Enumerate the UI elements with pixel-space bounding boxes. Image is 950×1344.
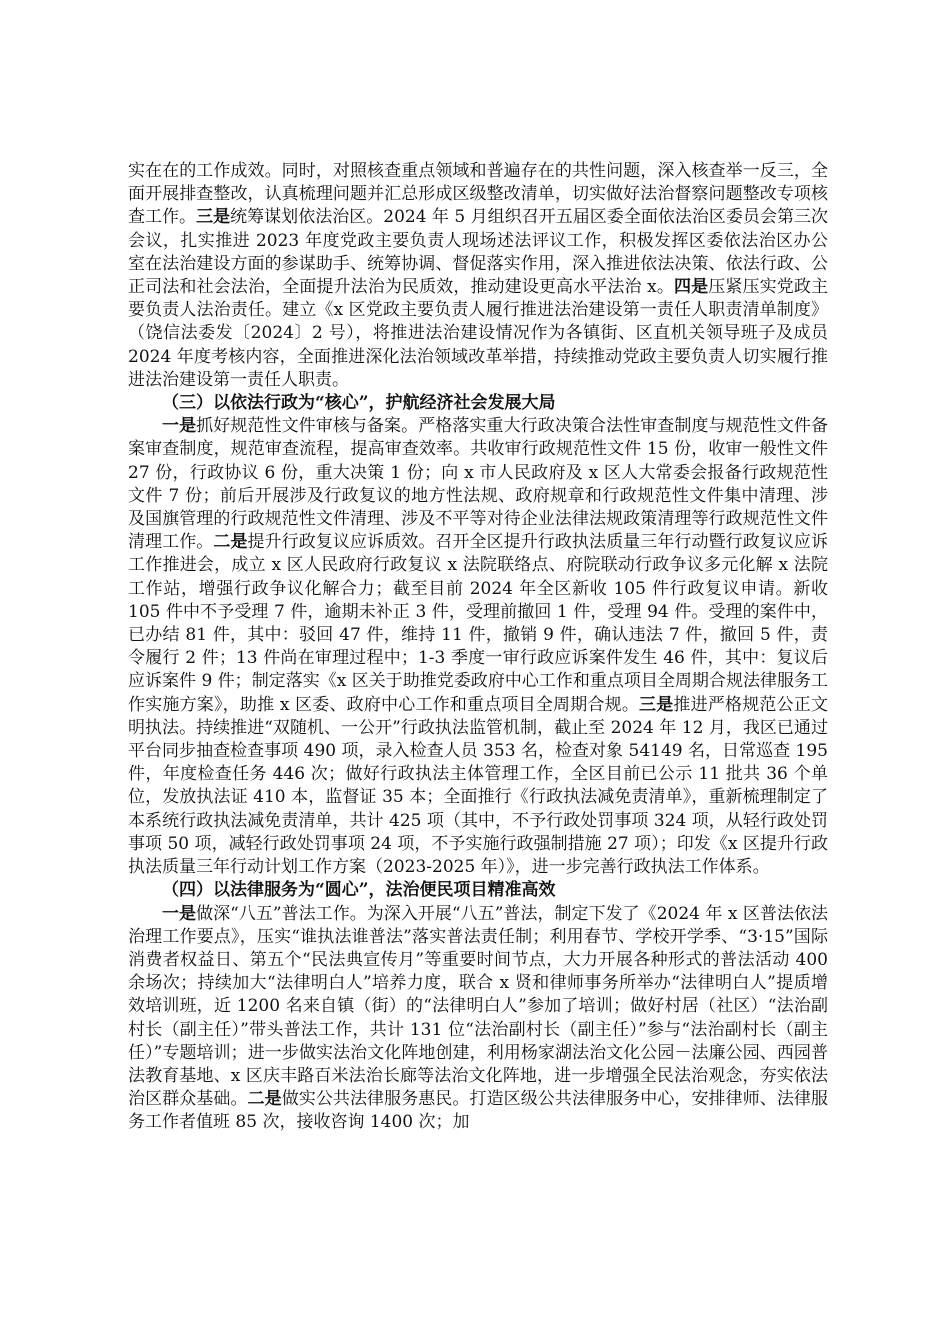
body-paragraph bbox=[128, 415, 828, 879]
emphasis-text: 四是 bbox=[674, 277, 709, 298]
paragraph-text: 推进严格规范公正文明执法。持续推进“双随机、一公开”行政执法监管机制，截止至 2024 年 12 月，我区已通过平台同步抽查检查事项 490 项，录入检查人员 353 名，检查对象 54149 名，日常巡查 195 件，年度检查任务 446 次；做好行政执法主体管理工作，全区目前已公示 11 批共 36 个单位，发放执法证 410 本，监督证 35 本；全面推行《行政执法减免责清单》，重新梳理制定了本系统行政执法减免责清单，共计 425 项（其中，不予行政处罚事项 324 项，从轻行政处罚事项 50 项，减轻行政处罚事项 24 项，不予实施行政强制措施 27 项）；印发《x 区提升行政执法质量三年行动计划工作方案（2023-2025 年）》，进一步完善行政执法工作体系。 bbox=[128, 694, 829, 878]
emphasis-text: 二是 bbox=[213, 532, 248, 553]
emphasis-text: （三）以依法行政为“核心”，护航经济社会发展大局 bbox=[162, 393, 556, 414]
emphasis-text: （四）以法律服务为“圆心”，法治便民项目精准高效 bbox=[162, 880, 556, 901]
emphasis-text: 一是 bbox=[162, 903, 197, 924]
body-paragraph bbox=[128, 903, 828, 1135]
paragraph-text: 做深“八五”普法工作。为深入开展“八五”普法，制定下发了《2024 年 x 区普法依法治理工作要点》，压实“谁执法谁普法”落实普法责任制；利用春节、学校开学季、“3·15”国际消费者权益日、第五个“民法典宣传月”等重要时间节点，大力开展各种形式的普法活动 400 余场次；持续加大“法律明白人”培养力度，联合 x 贤和律师事务所举办“法律明白人”提质增效培训班，近 1200 名来自镇（街）的“法律明白人”参加了培训；做好村居（社区）“法治副村长（副主任）”带头普法工作，共计 131 位“法治副村长（副主任）”参与“法治副村长（副主任）”专题培训；进一步做实法治文化阵地创建，利用杨家湖法治文化公园－法廉公园、西园普法教育基地、x 区庆丰路百米法治长廊等法治文化阵地，进一步增强全民法治观念，夯实依法治区群众基础。 bbox=[128, 903, 828, 1110]
emphasis-text: 一是 bbox=[162, 416, 197, 437]
section-heading bbox=[128, 392, 828, 415]
paragraph-text: 抓好规范性文件审核与备案。严格落实重大行政决策合法性审查制度与规范性文件备案审查制度，规范审查流程，提高审查效率。共收审行政规范性文件 15 份，收审一般性文件 27 份，行政协议 6 份，重大决策 1 份；向 x 市人民政府及 x 区人大常委会报备行政规范性文件 7 份；前后开展涉及行政复议的地方性法规、政府规章和行政规范性文件集中清理、涉及国旗管理的行政规范性文件清理、涉及不平等对待企业法律法规政策清理等行政规范性文件清理工作。 bbox=[128, 416, 829, 553]
paragraph-text: 实在在的工作成效。同时，对照核查重点领域和普遍存在的共性问题，深入核查举一反三，全面开展排查整改，认真梳理问题并汇总形成区级整改清单，切实做好法治督察问题整改专项核查工作。 bbox=[128, 161, 828, 228]
document-page bbox=[128, 160, 828, 1135]
paragraph-text: 统筹谋划依法治区。2024 年 5 月组织召开五届区委全面依法治区委员会第三次会议，扎实推进 2023 年度党政主要负责人现场述法评议工作，积极发挥区委依法治区办公室在法治建设方面的参谋助手、统筹协调、督促落实作用，深入推进依法决策、依法行政、公正司法和社会法治，全面提升法治为民质效，推动建设更高水平法治 x。 bbox=[128, 207, 829, 298]
body-paragraph bbox=[128, 160, 828, 392]
paragraph-text: 压紧压实党政主要负责人法治责任。建立《x 区党政主要负责人履行推进法治建设第一责任人职责清单制度》（饶信法委发〔2024〕2 号），将推进法治建设情况作为各镇街、区直机关领导班子及成员 2024 年度考核内容，全面推进深化法治领域改革举措，持续推动党政主要负责人切实履行推进法治建设第一责任人职责。 bbox=[128, 277, 828, 390]
emphasis-text: 二是 bbox=[247, 1089, 282, 1110]
paragraph-text: 提升行政复议应诉质效。召开全区提升行政执法质量三年行动暨行政复议应诉工作推进会，成立 x 区人民政府行政复议 x 法院联络点、府院联动行政争议多元化解 x 法院工作站，增强行政争议化解合力；截至目前 2024 年全区新收 105 件行政复议申请。新收 105 件中不予受理 7 件，逾期未补正 3 件，受理前撤回 1 件，受理 94 件。受理的案件中，已办结 81 件，其中：驳回 47 件，维持 11 件，撤销 9 件，确认违法 7 件，撤回 5 件，责令履行 2 件；13 件尚在审理过程中；1-3 季度一审行政应诉案件发生 46 件，其中：复议后应诉案件 9 件；制定落实《x 区关于助推党委政府中心工作和重点项目全周期合规法律服务工作实施方案》，助推 x 区委、政府中心工作和重点项目全周期合规。 bbox=[128, 532, 829, 715]
paragraph-text: 做实公共法律服务惠民。打造区级公共法律服务中心，安排律师、法律服务工作者值班 85 次，接收咨询 1400 次；加 bbox=[128, 1089, 829, 1133]
emphasis-text: 三是 bbox=[639, 694, 674, 715]
emphasis-text: 三是 bbox=[196, 207, 231, 228]
section-heading bbox=[128, 879, 828, 902]
